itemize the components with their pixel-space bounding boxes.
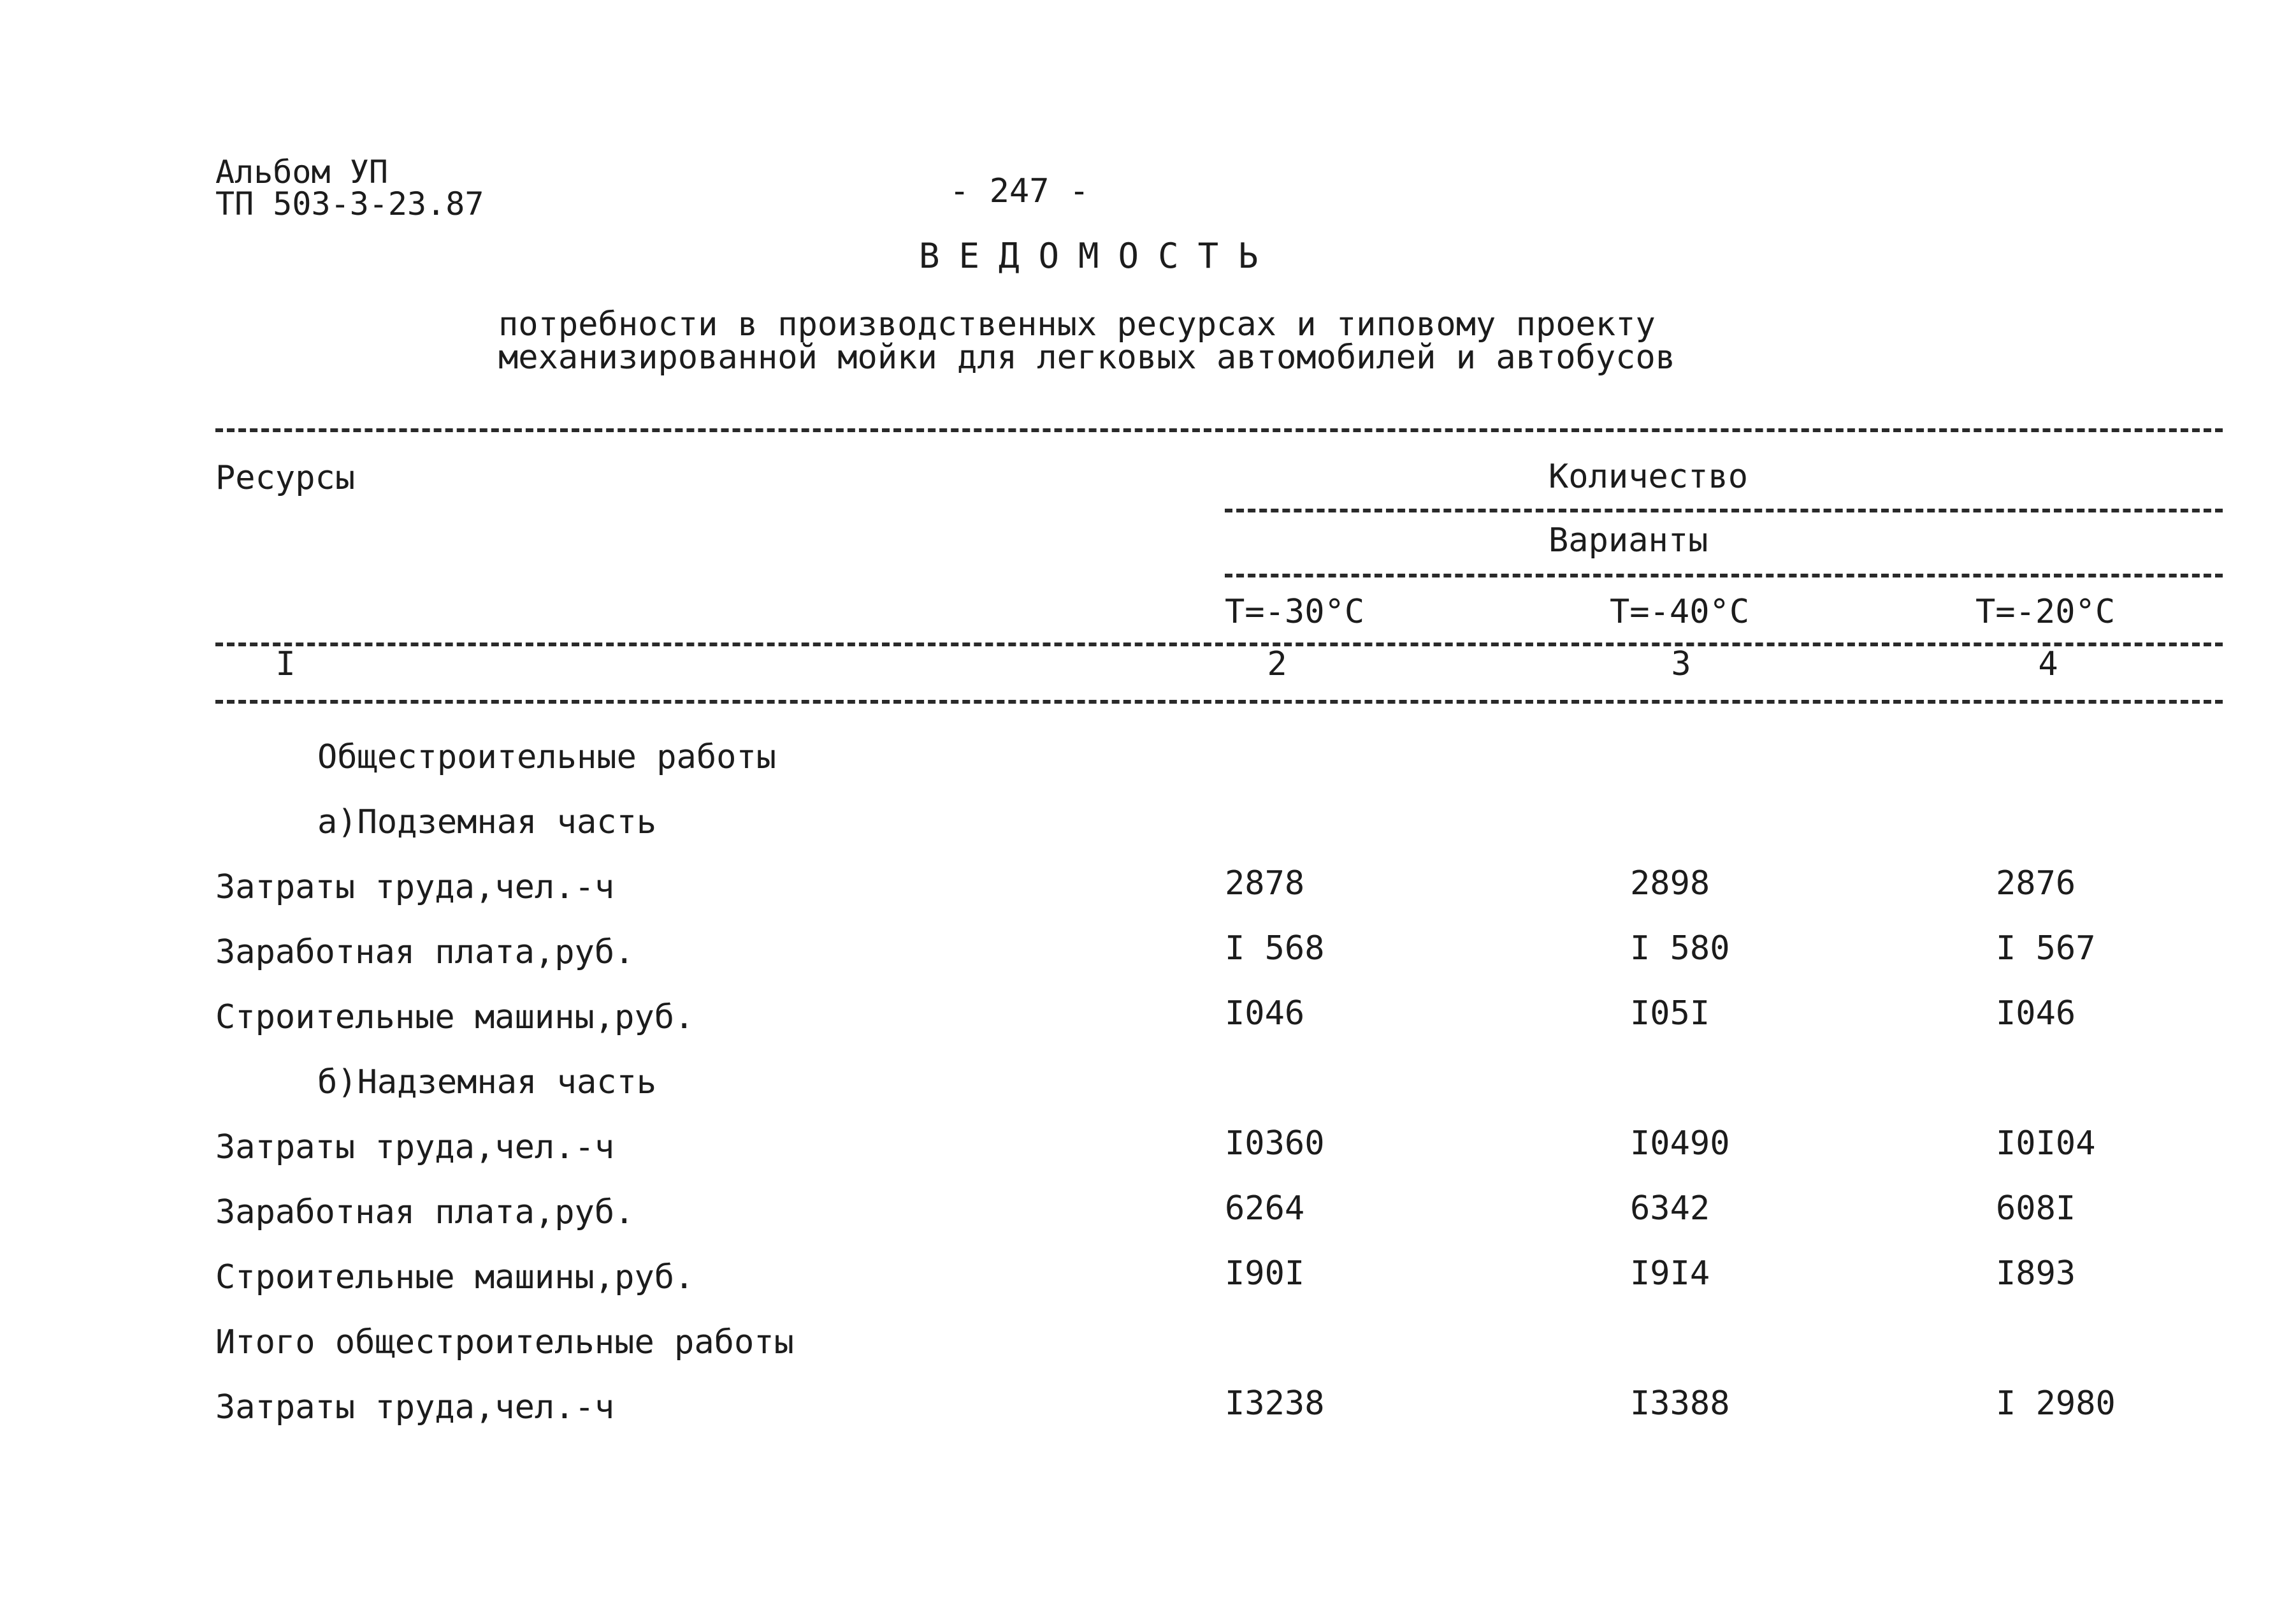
row-value-col3: I9I4 (1630, 1254, 1710, 1293)
row-label: Заработная плата,руб. (215, 933, 635, 971)
variants-rule (1225, 574, 2223, 577)
row-value-col2: I046 (1225, 994, 1305, 1033)
row-value-col4: 608I (1996, 1189, 2076, 1228)
header-variants: Варианты (1549, 521, 1708, 560)
row-value-col3: I3388 (1630, 1384, 1730, 1423)
row-value-col2: 6264 (1225, 1189, 1305, 1228)
document-title: ВЕДОМОСТЬ (919, 236, 1278, 276)
row-label: б)Надземная часть (317, 1063, 657, 1101)
row-value-col2: I0360 (1225, 1124, 1325, 1163)
row-value-col4: I0I04 (1996, 1124, 2096, 1163)
row-value-col2: 2878 (1225, 864, 1305, 903)
document-subtitle-line1: потребности в производственных ресурсах и типовому проекту (498, 305, 1656, 344)
header-resources: Ресурсы (215, 459, 356, 497)
row-label: а)Подземная часть (317, 803, 657, 841)
row-label: Строительные машины,руб. (215, 998, 695, 1036)
page-number: - 247 - (949, 172, 1090, 210)
row-value-col4: I893 (1996, 1254, 2076, 1293)
row-value-col3: 6342 (1630, 1189, 1710, 1228)
row-value-col4: I046 (1996, 994, 2076, 1033)
column-number-2: 2 (1267, 645, 1287, 683)
row-value-col3: I0490 (1630, 1124, 1730, 1163)
document-subtitle-line2: механизированной мойки для легковых автомобилей и автобусов (498, 338, 1676, 377)
row-value-col2: I90I (1225, 1254, 1305, 1293)
header-variant-1: Т=-30°С (1225, 593, 1365, 631)
column-number-3: 3 (1671, 645, 1691, 683)
row-value-col4: I 2980 (1996, 1384, 2116, 1423)
row-value-col3: I05I (1630, 994, 1710, 1033)
header-variant-3: Т=-20°С (1975, 593, 2116, 631)
row-value-col3: 2898 (1630, 864, 1710, 903)
row-label: Общестроительные работы (317, 738, 777, 776)
row-label: Затраты труда,чел.-ч (215, 1388, 615, 1427)
column-number-4: 4 (2038, 645, 2058, 683)
header-bottom-rule (215, 643, 2223, 646)
column-number-1: I (275, 645, 296, 683)
row-value-col2: I 568 (1225, 929, 1325, 968)
row-value-col4: I 567 (1996, 929, 2096, 968)
row-label: Строительные машины,руб. (215, 1258, 695, 1296)
row-label: Заработная плата,руб. (215, 1193, 635, 1231)
row-label: Итого общестроительные работы (215, 1323, 794, 1361)
column-numbers-rule (215, 700, 2223, 704)
row-value-col3: I 580 (1630, 929, 1730, 968)
header-quantity: Количество (1549, 458, 1749, 496)
row-value-col2: I3238 (1225, 1384, 1325, 1423)
album-label: Альбом УП (215, 154, 388, 191)
project-code: ТП 503-3-23.87 (215, 185, 484, 222)
row-value-col4: 2876 (1996, 864, 2076, 903)
table-top-rule (215, 428, 2223, 432)
row-label: Затраты труда,чел.-ч (215, 1128, 615, 1166)
row-label: Затраты труда,чел.-ч (215, 868, 615, 906)
header-variant-2: Т=-40°С (1610, 593, 1750, 631)
quantity-rule (1225, 509, 2223, 512)
